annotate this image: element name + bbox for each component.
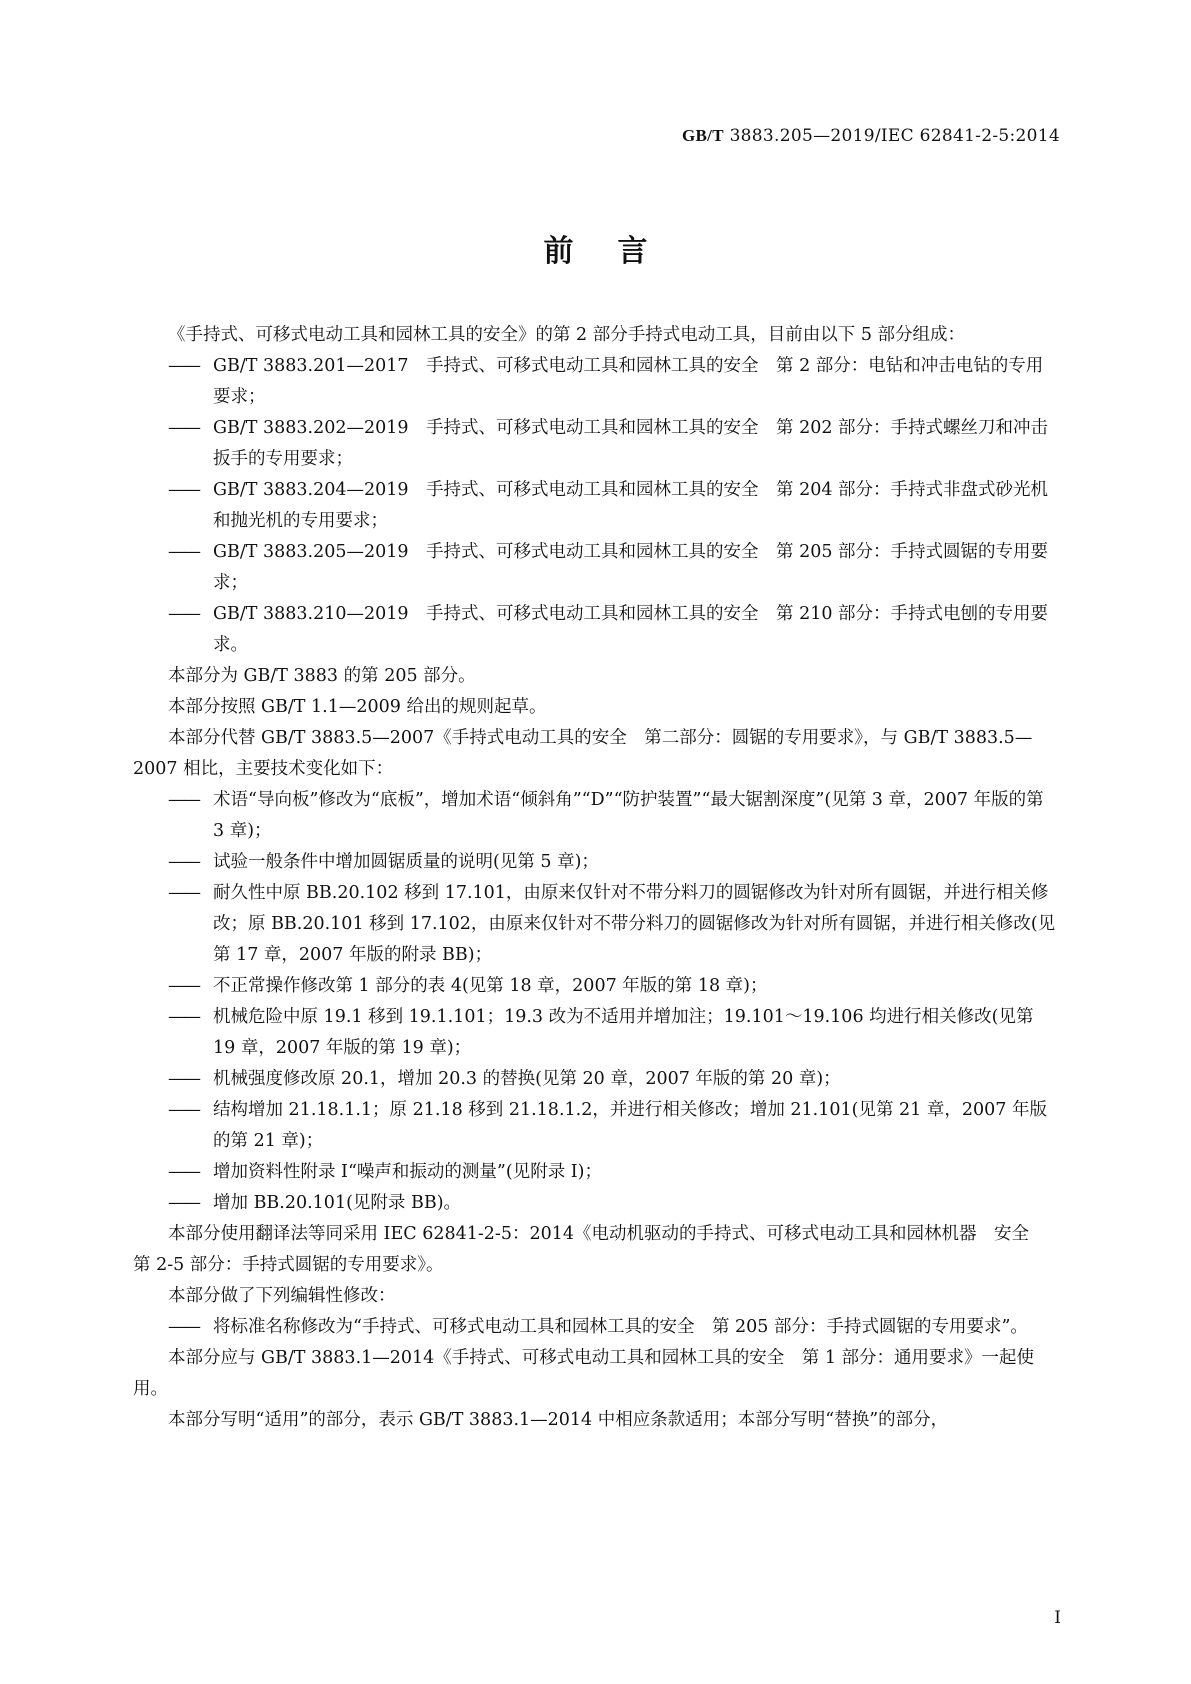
- list-dash: ——: [168, 418, 199, 438]
- list-item: [133, 413, 1059, 475]
- list-item-text: GB/T 3883.204—2019 手持式、可移式电动工具和园林工具的安全 第 204 部分：手持式非盘式砂光机和抛光机的专用要求；: [213, 480, 1049, 531]
- list-dash: ——: [168, 604, 199, 624]
- list-item: [133, 847, 1059, 878]
- list-item: [133, 537, 1059, 599]
- list-item: [133, 1095, 1059, 1157]
- list-item-text: 将标准名称修改为“手持式、可移式电动工具和园林工具的安全 第 205 部分：手持式圆锯的专用要求”。: [213, 1317, 1028, 1337]
- paragraph: 本部分使用翻译法等同采用 IEC 62841-2-5：2014《电动机驱动的手持式、可移式电动工具和园林机器 安全 第 2-5 部分：手持式圆锯的专用要求》。: [133, 1224, 1047, 1275]
- document-code: [682, 126, 1060, 146]
- list-item: [133, 475, 1059, 537]
- list-dash: ——: [168, 480, 199, 500]
- list-dash: ——: [168, 976, 199, 996]
- list-item: [133, 1157, 1059, 1188]
- list-item: [133, 1064, 1059, 1095]
- list-dash: ——: [168, 883, 199, 903]
- list-item-text: GB/T 3883.210—2019 手持式、可移式电动工具和园林工具的安全 第 210 部分：手持式电刨的专用要求。: [213, 604, 1049, 655]
- document-code-prefix: GB/T: [682, 126, 724, 145]
- list-dash: ——: [168, 1069, 199, 1089]
- paragraph: 本部分代替 GB/T 3883.5—2007《手持式电动工具的安全 第二部分：圆锯的专用要求》，与 GB/T 3883.5—2007 相比，主要技术变化如下：: [133, 728, 1033, 779]
- list-item-text: GB/T 3883.205—2019 手持式、可移式电动工具和园林工具的安全 第 205 部分：手持式圆锯的专用要求；: [213, 542, 1049, 593]
- list-item: [133, 878, 1059, 971]
- paragraph: 本部分应与 GB/T 3883.1—2014《手持式、可移式电动工具和园林工具的安全 第 1 部分：通用要求》一起使用。: [133, 1348, 1035, 1399]
- list-item: [133, 785, 1059, 847]
- paragraph: 本部分做了下列编辑性修改：: [168, 1286, 396, 1306]
- document-code-number: 3883.205—2019/IEC 62841-2-5:2014: [729, 126, 1060, 146]
- list-dash: ——: [168, 1317, 199, 1337]
- list-item-text: 机械强度修改原 20.1，增加 20.3 的替换(见第 20 章，2007 年版的第 20 章)；: [213, 1069, 841, 1089]
- list-item-text: 试验一般条件中增加圆锯质量的说明(见第 5 章)；: [213, 852, 599, 872]
- list-item: [133, 1312, 1059, 1343]
- page-number: I: [1054, 1608, 1061, 1628]
- list-item-text: GB/T 3883.201—2017 手持式、可移式电动工具和园林工具的安全 第 2 部分：电钻和冲击电钻的专用要求；: [213, 356, 1044, 407]
- list-dash: ——: [168, 852, 199, 872]
- list-item: [133, 1188, 1059, 1219]
- list-dash: ——: [168, 1162, 199, 1182]
- paragraph: 《手持式、可移式电动工具和园林工具的安全》的第 2 部分手持式电动工具，目前由以下 5 部分组成：: [168, 325, 966, 345]
- paragraph: 本部分为 GB/T 3883 的第 205 部分。: [168, 666, 476, 686]
- list-dash: ——: [168, 1193, 199, 1213]
- paragraph: 本部分写明“适用”的部分，表示 GB/T 3883.1—2014 中相应条款适用；本部分写明“替换”的部分，: [168, 1410, 949, 1430]
- list-item-text: 不正常操作修改第 1 部分的表 4(见第 18 章，2007 年版的第 18 章)；: [213, 976, 768, 996]
- list-item-text: 耐久性中原 BB.20.102 移到 17.101，由原来仅针对不带分料刀的圆锯修改为针对所有圆锯，并进行相关修改；原 BB.20.101 移到 17.102，由原来仅针对不带分料刀的圆锯修改为针对所有圆锯，并进行相关修改(见第 17 章，2007 年版的附录 BB)；: [213, 883, 1056, 965]
- page-title: 前言: [543, 234, 692, 269]
- foreword-body: [133, 320, 1059, 1436]
- list-dash: ——: [168, 542, 199, 562]
- list-item: [133, 971, 1059, 1002]
- list-item-text: 增加 BB.20.101(见附录 BB)。: [213, 1193, 462, 1213]
- list-dash: ——: [168, 1100, 199, 1120]
- list-item-text: 结构增加 21.18.1.1；原 21.18 移到 21.18.1.2，并进行相关修改；增加 21.101(见第 21 章，2007 年版的第 21 章)；: [213, 1100, 1047, 1151]
- list-dash: ——: [168, 790, 199, 810]
- list-dash: ——: [168, 356, 199, 376]
- paragraph: 本部分按照 GB/T 1.1—2009 给出的规则起草。: [168, 697, 547, 717]
- list-item-text: 机械危险中原 19.1 移到 19.1.101；19.3 改为不适用并增加注；19.101～19.106 均进行相关修改(见第 19 章，2007 年版的第 19 章)；: [213, 1007, 1034, 1058]
- list-item-text: GB/T 3883.202—2019 手持式、可移式电动工具和园林工具的安全 第 202 部分：手持式螺丝刀和冲击扳手的专用要求；: [213, 418, 1049, 469]
- list-dash: ——: [168, 1007, 199, 1027]
- list-item-text: 术语“导向板”修改为“底板”，增加术语“倾斜角”“D”“防护装置”“最大锯割深度”(见第 3 章，2007 年版的第 3 章)；: [213, 790, 1044, 841]
- list-item-text: 增加资料性附录 I“噪声和振动的测量”(见附录 I)；: [213, 1162, 602, 1182]
- list-item: [133, 1002, 1059, 1064]
- list-item: [133, 351, 1059, 413]
- list-item: [133, 599, 1059, 661]
